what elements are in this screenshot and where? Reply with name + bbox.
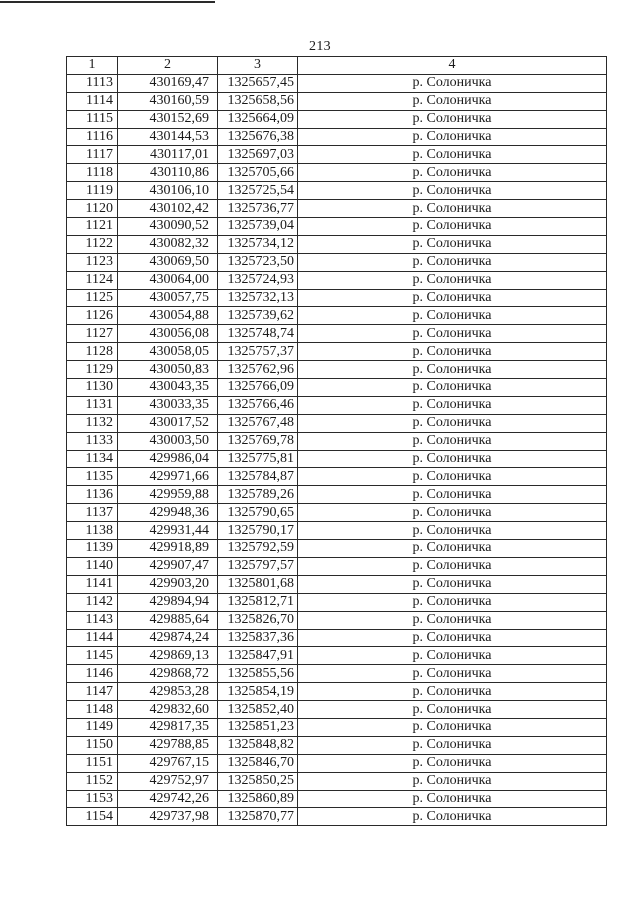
table-row: [67, 450, 607, 468]
point-number-cell: 1148: [67, 701, 118, 719]
table-row: [67, 307, 607, 325]
object-name-cell: р. Солоничка: [298, 754, 607, 772]
object-name-cell: р. Солоничка: [298, 74, 607, 92]
point-number-cell: 1138: [67, 522, 118, 540]
x-coordinate-cell: 430110,86: [118, 164, 218, 182]
x-coordinate-cell: 429971,66: [118, 468, 218, 486]
y-coordinate-cell: 1325676,38: [218, 128, 298, 146]
point-number-cell: 1132: [67, 414, 118, 432]
y-coordinate-cell: 1325658,56: [218, 92, 298, 110]
y-coordinate-cell: 1325812,71: [218, 593, 298, 611]
object-name-cell: р. Солоничка: [298, 647, 607, 665]
point-number-cell: 1120: [67, 200, 118, 218]
table-row: [67, 110, 607, 128]
y-coordinate-cell: 1325797,57: [218, 557, 298, 575]
x-coordinate-cell: 429752,97: [118, 772, 218, 790]
object-name-cell: р. Солоничка: [298, 808, 607, 826]
object-name-cell: р. Солоничка: [298, 92, 607, 110]
point-number-cell: 1129: [67, 361, 118, 379]
table-row: [67, 754, 607, 772]
table-row: [67, 200, 607, 218]
x-coordinate-cell: 429788,85: [118, 736, 218, 754]
x-coordinate-cell: 430169,47: [118, 74, 218, 92]
table-row: [67, 361, 607, 379]
table-row: [67, 396, 607, 414]
y-coordinate-cell: 1325664,09: [218, 110, 298, 128]
table-row: [67, 718, 607, 736]
table-row: [67, 683, 607, 701]
top-rule: [0, 1, 215, 3]
object-name-cell: р. Солоничка: [298, 325, 607, 343]
x-coordinate-cell: 429903,20: [118, 575, 218, 593]
table-row: [67, 146, 607, 164]
point-number-cell: 1123: [67, 253, 118, 271]
object-name-cell: р. Солоничка: [298, 790, 607, 808]
x-coordinate-cell: 430003,50: [118, 432, 218, 450]
y-coordinate-cell: 1325870,77: [218, 808, 298, 826]
x-coordinate-cell: 430160,59: [118, 92, 218, 110]
object-name-cell: р. Солоничка: [298, 540, 607, 558]
x-coordinate-cell: 429874,24: [118, 629, 218, 647]
point-number-cell: 1133: [67, 432, 118, 450]
table-row: [67, 647, 607, 665]
table-row: [67, 468, 607, 486]
table-row: [67, 343, 607, 361]
object-name-cell: р. Солоничка: [298, 182, 607, 200]
point-number-cell: 1153: [67, 790, 118, 808]
point-number-cell: 1136: [67, 486, 118, 504]
point-number-cell: 1125: [67, 289, 118, 307]
y-coordinate-cell: 1325766,46: [218, 396, 298, 414]
table-row: [67, 790, 607, 808]
table-row: [67, 808, 607, 826]
x-coordinate-cell: 429742,26: [118, 790, 218, 808]
point-number-cell: 1141: [67, 575, 118, 593]
object-name-cell: р. Солоничка: [298, 307, 607, 325]
table-row: [67, 665, 607, 683]
y-coordinate-cell: 1325784,87: [218, 468, 298, 486]
y-coordinate-cell: 1325851,23: [218, 718, 298, 736]
header-col-2: 2: [118, 57, 218, 75]
y-coordinate-cell: 1325739,04: [218, 218, 298, 236]
x-coordinate-cell: 429832,60: [118, 701, 218, 719]
table-row: [67, 74, 607, 92]
object-name-cell: р. Солоничка: [298, 146, 607, 164]
point-number-cell: 1150: [67, 736, 118, 754]
x-coordinate-cell: 430082,32: [118, 235, 218, 253]
x-coordinate-cell: 430106,10: [118, 182, 218, 200]
x-coordinate-cell: 430102,42: [118, 200, 218, 218]
point-number-cell: 1140: [67, 557, 118, 575]
object-name-cell: р. Солоничка: [298, 772, 607, 790]
y-coordinate-cell: 1325724,93: [218, 271, 298, 289]
object-name-cell: р. Солоничка: [298, 701, 607, 719]
table-row: [67, 432, 607, 450]
point-number-cell: 1130: [67, 379, 118, 397]
x-coordinate-cell: 429918,89: [118, 540, 218, 558]
table-row: [67, 182, 607, 200]
object-name-cell: р. Солоничка: [298, 629, 607, 647]
x-coordinate-cell: 429894,94: [118, 593, 218, 611]
table-row: [67, 253, 607, 271]
table-row: [67, 164, 607, 182]
x-coordinate-cell: 429986,04: [118, 450, 218, 468]
y-coordinate-cell: 1325697,03: [218, 146, 298, 164]
point-number-cell: 1146: [67, 665, 118, 683]
table-row: [67, 772, 607, 790]
object-name-cell: р. Солоничка: [298, 718, 607, 736]
point-number-cell: 1116: [67, 128, 118, 146]
object-name-cell: р. Солоничка: [298, 593, 607, 611]
object-name-cell: р. Солоничка: [298, 289, 607, 307]
object-name-cell: р. Солоничка: [298, 110, 607, 128]
table-row: [67, 736, 607, 754]
point-number-cell: 1121: [67, 218, 118, 236]
y-coordinate-cell: 1325792,59: [218, 540, 298, 558]
y-coordinate-cell: 1325657,45: [218, 74, 298, 92]
x-coordinate-cell: 429948,36: [118, 504, 218, 522]
y-coordinate-cell: 1325852,40: [218, 701, 298, 719]
point-number-cell: 1127: [67, 325, 118, 343]
point-number-cell: 1137: [67, 504, 118, 522]
object-name-cell: р. Солоничка: [298, 432, 607, 450]
y-coordinate-cell: 1325848,82: [218, 736, 298, 754]
point-number-cell: 1131: [67, 396, 118, 414]
point-number-cell: 1154: [67, 808, 118, 826]
x-coordinate-cell: 429931,44: [118, 522, 218, 540]
point-number-cell: 1147: [67, 683, 118, 701]
object-name-cell: р. Солоничка: [298, 486, 607, 504]
point-number-cell: 1134: [67, 450, 118, 468]
table-row: [67, 540, 607, 558]
x-coordinate-cell: 429817,35: [118, 718, 218, 736]
x-coordinate-cell: 430056,08: [118, 325, 218, 343]
x-coordinate-cell: 430144,53: [118, 128, 218, 146]
y-coordinate-cell: 1325766,09: [218, 379, 298, 397]
y-coordinate-cell: 1325850,25: [218, 772, 298, 790]
point-number-cell: 1149: [67, 718, 118, 736]
table-row: [67, 325, 607, 343]
x-coordinate-cell: 430117,01: [118, 146, 218, 164]
coordinates-table: [66, 56, 607, 826]
y-coordinate-cell: 1325789,26: [218, 486, 298, 504]
point-number-cell: 1143: [67, 611, 118, 629]
table-row: [67, 557, 607, 575]
table-row: [67, 128, 607, 146]
header-col-1: 1: [67, 57, 118, 75]
object-name-cell: р. Солоничка: [298, 343, 607, 361]
point-number-cell: 1142: [67, 593, 118, 611]
object-name-cell: р. Солоничка: [298, 665, 607, 683]
y-coordinate-cell: 1325801,68: [218, 575, 298, 593]
x-coordinate-cell: 430090,52: [118, 218, 218, 236]
y-coordinate-cell: 1325769,78: [218, 432, 298, 450]
table-row: [67, 271, 607, 289]
object-name-cell: р. Солоничка: [298, 557, 607, 575]
table-row: [67, 593, 607, 611]
y-coordinate-cell: 1325846,70: [218, 754, 298, 772]
y-coordinate-cell: 1325860,89: [218, 790, 298, 808]
y-coordinate-cell: 1325826,70: [218, 611, 298, 629]
point-number-cell: 1135: [67, 468, 118, 486]
point-number-cell: 1124: [67, 271, 118, 289]
object-name-cell: р. Солоничка: [298, 235, 607, 253]
x-coordinate-cell: 429885,64: [118, 611, 218, 629]
object-name-cell: р. Солоничка: [298, 218, 607, 236]
object-name-cell: р. Солоничка: [298, 361, 607, 379]
x-coordinate-cell: 430064,00: [118, 271, 218, 289]
y-coordinate-cell: 1325739,62: [218, 307, 298, 325]
object-name-cell: р. Солоничка: [298, 164, 607, 182]
table-row: [67, 611, 607, 629]
object-name-cell: р. Солоничка: [298, 522, 607, 540]
table-row: [67, 379, 607, 397]
point-number-cell: 1115: [67, 110, 118, 128]
point-number-cell: 1152: [67, 772, 118, 790]
table-row: [67, 414, 607, 432]
y-coordinate-cell: 1325732,13: [218, 289, 298, 307]
y-coordinate-cell: 1325736,77: [218, 200, 298, 218]
object-name-cell: р. Солоничка: [298, 504, 607, 522]
x-coordinate-cell: 430043,35: [118, 379, 218, 397]
y-coordinate-cell: 1325762,96: [218, 361, 298, 379]
point-number-cell: 1151: [67, 754, 118, 772]
x-coordinate-cell: 429737,98: [118, 808, 218, 826]
header-col-3: 3: [218, 57, 298, 75]
y-coordinate-cell: 1325734,12: [218, 235, 298, 253]
object-name-cell: р. Солоничка: [298, 271, 607, 289]
point-number-cell: 1144: [67, 629, 118, 647]
table-row: [67, 235, 607, 253]
y-coordinate-cell: 1325757,37: [218, 343, 298, 361]
y-coordinate-cell: 1325837,36: [218, 629, 298, 647]
table-row: [67, 701, 607, 719]
point-number-cell: 1119: [67, 182, 118, 200]
y-coordinate-cell: 1325767,48: [218, 414, 298, 432]
page-number: 213: [309, 39, 331, 54]
point-number-cell: 1126: [67, 307, 118, 325]
point-number-cell: 1128: [67, 343, 118, 361]
x-coordinate-cell: 429767,15: [118, 754, 218, 772]
x-coordinate-cell: 430033,35: [118, 396, 218, 414]
x-coordinate-cell: 429869,13: [118, 647, 218, 665]
x-coordinate-cell: 430152,69: [118, 110, 218, 128]
y-coordinate-cell: 1325705,66: [218, 164, 298, 182]
object-name-cell: р. Солоничка: [298, 396, 607, 414]
y-coordinate-cell: 1325775,81: [218, 450, 298, 468]
x-coordinate-cell: 430069,50: [118, 253, 218, 271]
point-number-cell: 1118: [67, 164, 118, 182]
object-name-cell: р. Солоничка: [298, 128, 607, 146]
y-coordinate-cell: 1325855,56: [218, 665, 298, 683]
x-coordinate-cell: 430058,05: [118, 343, 218, 361]
object-name-cell: р. Солоничка: [298, 468, 607, 486]
point-number-cell: 1114: [67, 92, 118, 110]
point-number-cell: 1145: [67, 647, 118, 665]
x-coordinate-cell: 430050,83: [118, 361, 218, 379]
object-name-cell: р. Солоничка: [298, 414, 607, 432]
x-coordinate-cell: 429959,88: [118, 486, 218, 504]
x-coordinate-cell: 429853,28: [118, 683, 218, 701]
y-coordinate-cell: 1325790,17: [218, 522, 298, 540]
point-number-cell: 1122: [67, 235, 118, 253]
y-coordinate-cell: 1325847,91: [218, 647, 298, 665]
object-name-cell: р. Солоничка: [298, 450, 607, 468]
x-coordinate-cell: 430057,75: [118, 289, 218, 307]
y-coordinate-cell: 1325748,74: [218, 325, 298, 343]
point-number-cell: 1139: [67, 540, 118, 558]
x-coordinate-cell: 429868,72: [118, 665, 218, 683]
x-coordinate-cell: 430054,88: [118, 307, 218, 325]
table-row: [67, 629, 607, 647]
y-coordinate-cell: 1325723,50: [218, 253, 298, 271]
table-row: [67, 92, 607, 110]
table-row: [67, 575, 607, 593]
object-name-cell: р. Солоничка: [298, 611, 607, 629]
object-name-cell: р. Солоничка: [298, 253, 607, 271]
x-coordinate-cell: 429907,47: [118, 557, 218, 575]
y-coordinate-cell: 1325854,19: [218, 683, 298, 701]
table-row: [67, 218, 607, 236]
y-coordinate-cell: 1325725,54: [218, 182, 298, 200]
table-row: [67, 504, 607, 522]
table-row: [67, 522, 607, 540]
point-number-cell: 1113: [67, 74, 118, 92]
y-coordinate-cell: 1325790,65: [218, 504, 298, 522]
object-name-cell: р. Солоничка: [298, 683, 607, 701]
table-row: [67, 486, 607, 504]
table-row: [67, 289, 607, 307]
object-name-cell: р. Солоничка: [298, 379, 607, 397]
header-col-4: 4: [298, 57, 607, 75]
point-number-cell: 1117: [67, 146, 118, 164]
table-header-row: [67, 57, 607, 75]
object-name-cell: р. Солоничка: [298, 736, 607, 754]
object-name-cell: р. Солоничка: [298, 575, 607, 593]
x-coordinate-cell: 430017,52: [118, 414, 218, 432]
object-name-cell: р. Солоничка: [298, 200, 607, 218]
